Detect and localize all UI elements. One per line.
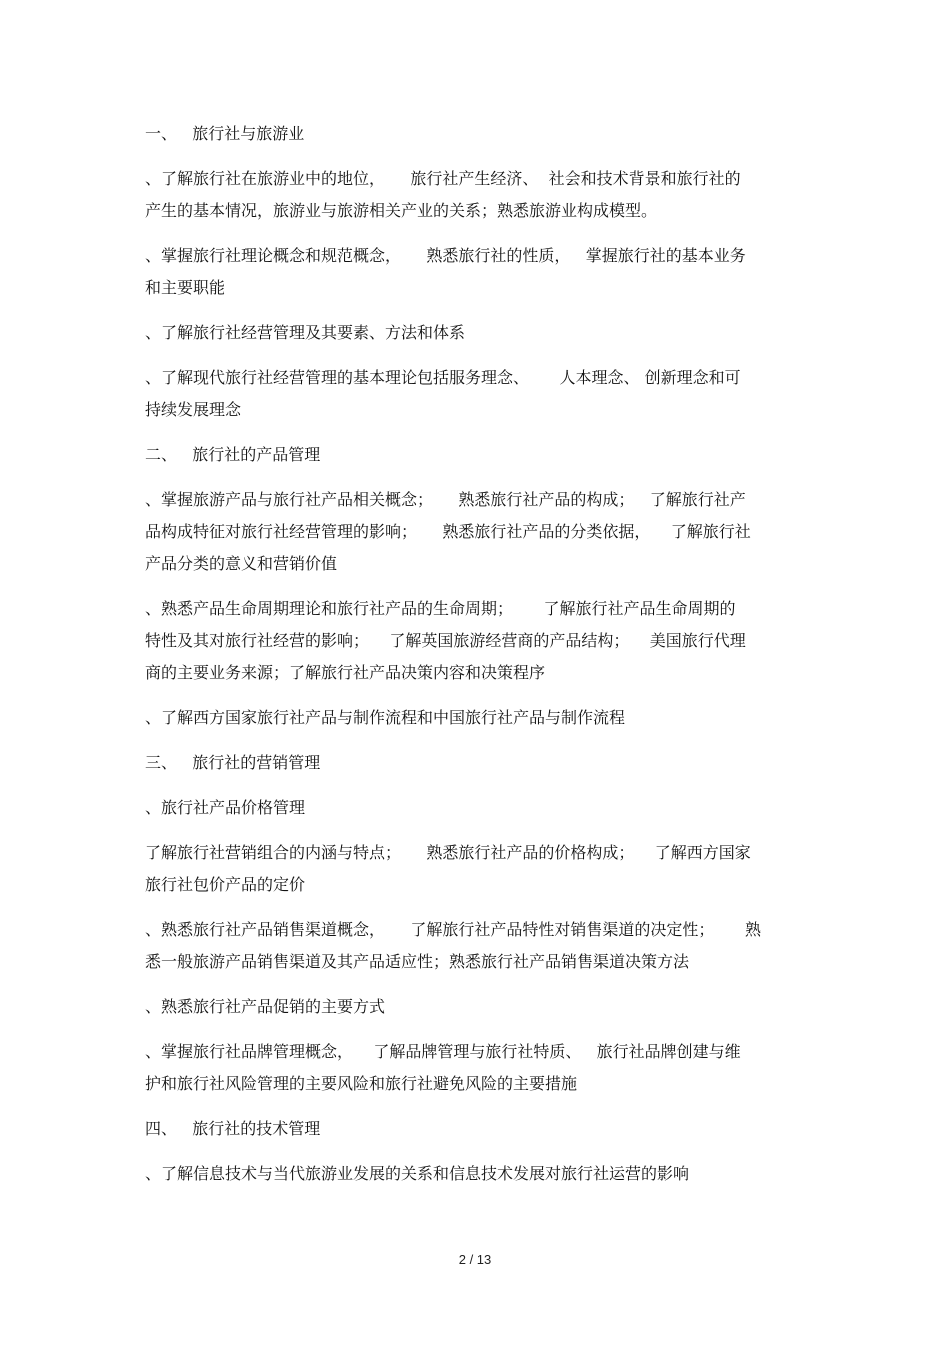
block-spacer bbox=[145, 426, 810, 439]
paragraph-line: 、旅行社产品价格管理 bbox=[145, 798, 306, 817]
paragraph bbox=[145, 484, 810, 580]
block-spacer bbox=[145, 901, 810, 914]
paragraph-line: 、了解旅行社在旅游业中的地位， 旅行社产生经济、 社会和技术背景和旅行社的 bbox=[145, 169, 741, 188]
paragraph-line: 、掌握旅行社理论概念和规范概念， 熟悉旅行社的性质， 掌握旅行社的基本业务 bbox=[145, 246, 746, 265]
section-heading bbox=[145, 118, 810, 150]
block-spacer bbox=[145, 304, 810, 317]
block-spacer bbox=[145, 779, 810, 792]
block-spacer bbox=[145, 471, 810, 484]
block-spacer bbox=[145, 1100, 810, 1113]
section-heading-text: 二、 旅行社的产品管理 bbox=[145, 445, 321, 464]
section-heading-text: 一、 旅行社与旅游业 bbox=[145, 124, 305, 143]
paragraph-line: 产生的基本情况，旅游业与旅游相关产业的关系；熟悉旅游业构成模型。 bbox=[145, 201, 658, 220]
block-spacer bbox=[145, 824, 810, 837]
block-spacer bbox=[145, 150, 810, 163]
block-spacer bbox=[145, 1023, 810, 1036]
paragraph bbox=[145, 837, 810, 901]
paragraph bbox=[145, 362, 810, 426]
document-body bbox=[145, 118, 810, 1190]
paragraph-line: 和主要职能 bbox=[145, 278, 226, 297]
paragraph bbox=[145, 240, 810, 304]
paragraph-line: 悉一般旅游产品销售渠道及其产品适应性；熟悉旅行社产品销售渠道决策方法 bbox=[145, 952, 690, 971]
paragraph bbox=[145, 317, 810, 349]
paragraph bbox=[145, 1036, 810, 1100]
paragraph-line: 、了解信息技术与当代旅游业发展的关系和信息技术发展对旅行社运营的影响 bbox=[145, 1164, 690, 1183]
section-heading bbox=[145, 1113, 810, 1145]
block-spacer bbox=[145, 227, 810, 240]
block-spacer bbox=[145, 734, 810, 747]
paragraph-line: 、了解旅行社经营管理及其要素、方法和体系 bbox=[145, 323, 466, 342]
paragraph-line: 、熟悉旅行社产品促销的主要方式 bbox=[145, 997, 386, 1016]
paragraph-line: 了解旅行社营销组合的内涵与特点； 熟悉旅行社产品的价格构成； 了解西方国家 bbox=[145, 843, 751, 862]
section-heading-text: 四、 旅行社的技术管理 bbox=[145, 1119, 321, 1138]
section-heading-text: 三、 旅行社的营销管理 bbox=[145, 753, 321, 772]
paragraph bbox=[145, 702, 810, 734]
paragraph-line: 、掌握旅游产品与旅行社产品相关概念； 熟悉旅行社产品的构成； 了解旅行社产 bbox=[145, 490, 746, 509]
paragraph bbox=[145, 914, 810, 978]
paragraph-line: 、熟悉产品生命周期理论和旅行社产品的生命周期； 了解旅行社产品生命周期的 bbox=[145, 599, 736, 618]
paragraph-line: 旅行社包价产品的定价 bbox=[145, 875, 306, 894]
paragraph-line: 持续发展理念 bbox=[145, 400, 242, 419]
paragraph bbox=[145, 163, 810, 227]
paragraph bbox=[145, 593, 810, 689]
paragraph bbox=[145, 1158, 810, 1190]
paragraph-line: 、了解现代旅行社经营管理的基本理论包括服务理念、 人本理念、 创新理念和可 bbox=[145, 368, 741, 387]
section-heading bbox=[145, 747, 810, 779]
block-spacer bbox=[145, 689, 810, 702]
paragraph-line: 、掌握旅行社品牌管理概念， 了解品牌管理与旅行社特质、 旅行社品牌创建与维 bbox=[145, 1042, 741, 1061]
block-spacer bbox=[145, 1145, 810, 1158]
paragraph-line: 产品分类的意义和营销价值 bbox=[145, 554, 338, 573]
paragraph-line: 商的主要业务来源；了解旅行社产品决策内容和决策程序 bbox=[145, 663, 546, 682]
block-spacer bbox=[145, 580, 810, 593]
block-spacer bbox=[145, 349, 810, 362]
paragraph-line: 护和旅行社风险管理的主要风险和旅行社避免风险的主要措施 bbox=[145, 1074, 578, 1093]
paragraph-line: 品构成特征对旅行社经营管理的影响； 熟悉旅行社产品的分类依据， 了解旅行社 bbox=[145, 522, 751, 541]
paragraph-line: 特性及其对旅行社经营的影响； 了解英国旅游经营商的产品结构； 美国旅行代理 bbox=[145, 631, 746, 650]
paragraph bbox=[145, 991, 810, 1023]
block-spacer bbox=[145, 978, 810, 991]
paragraph-line: 、熟悉旅行社产品销售渠道概念， 了解旅行社产品特性对销售渠道的决定性； 熟 bbox=[145, 920, 761, 939]
page-number: 2 / 13 bbox=[458, 1252, 492, 1267]
paragraph bbox=[145, 792, 810, 824]
section-heading bbox=[145, 439, 810, 471]
paragraph-line: 、了解西方国家旅行社产品与制作流程和中国旅行社产品与制作流程 bbox=[145, 708, 626, 727]
